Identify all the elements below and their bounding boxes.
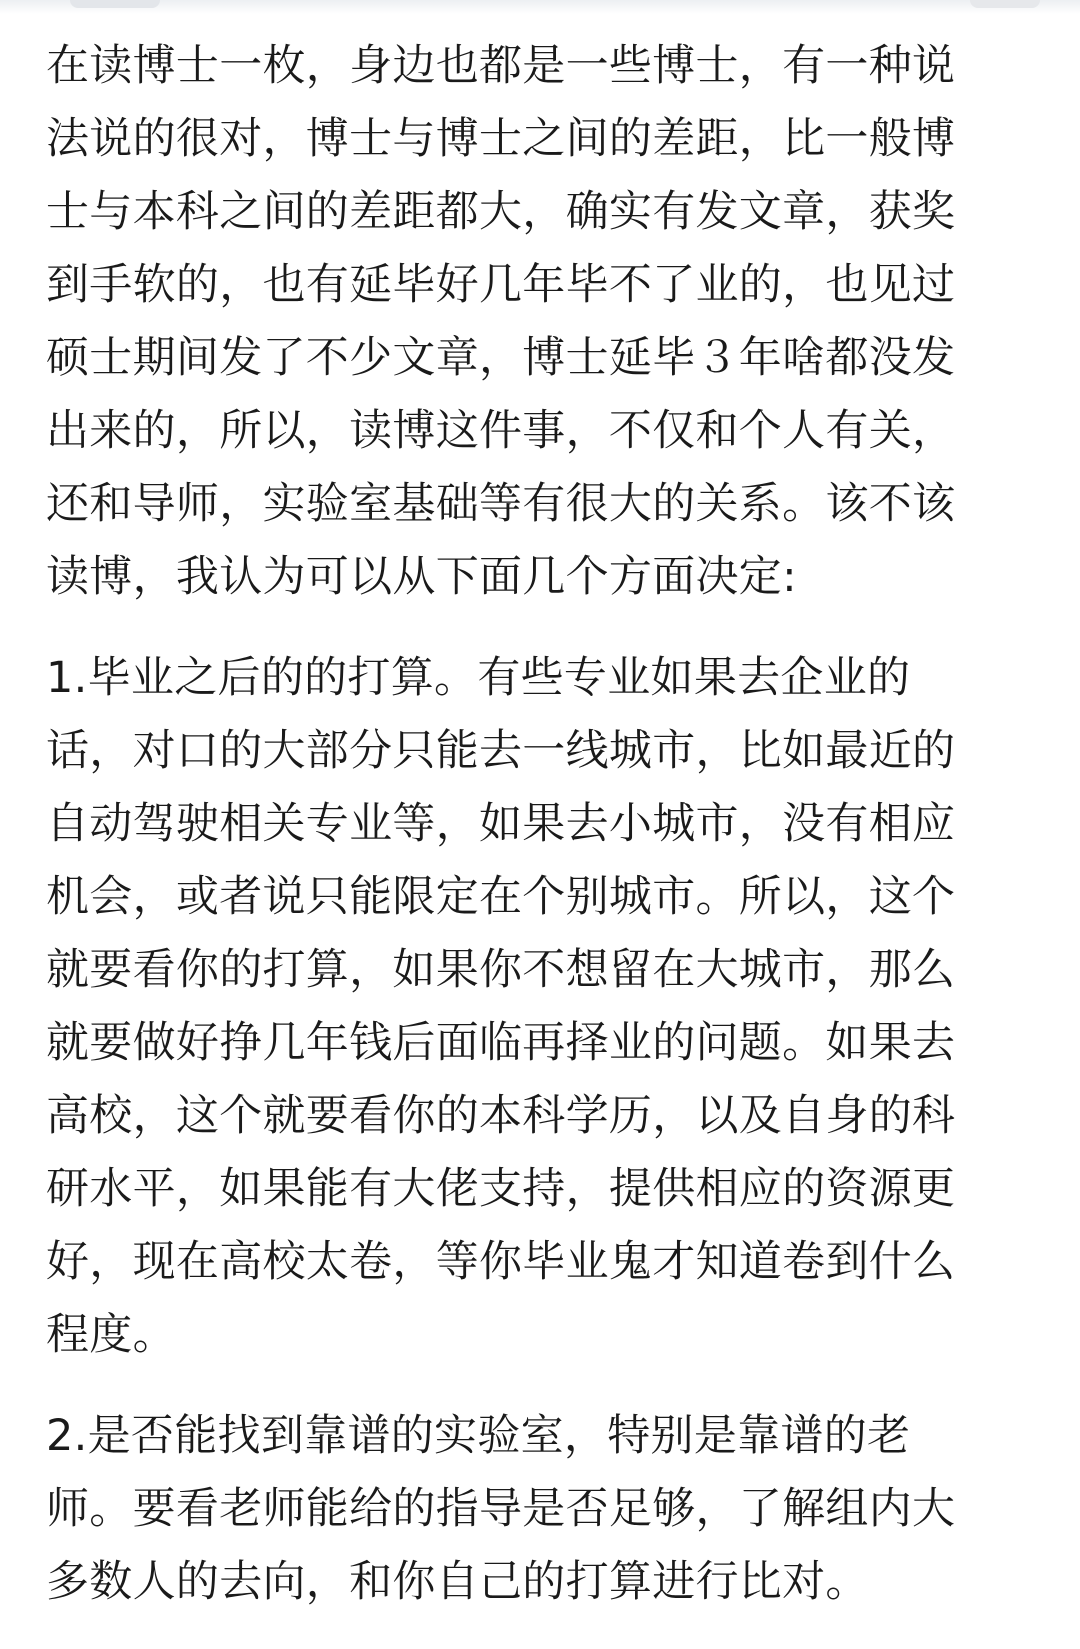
text-line: 高校，这个就要看你的本科学历，以及自身的科	[46, 1091, 956, 1141]
text-line: 师。要看老师能给的指导是否足够，了解组内大	[46, 1484, 956, 1534]
paragraph-point-2	[46, 1400, 1036, 1619]
text-line: 就要做好挣几年钱后面临再择业的问题。如果去	[46, 1018, 956, 1068]
text-line: 自动驾驶相关专业等，如果去小城市，没有相应	[46, 799, 956, 849]
text-line: 多数人的去向，和你自己的打算进行比对。	[46, 1557, 869, 1607]
text-line: 1.毕业之后的的打算。有些专业如果去企业的	[46, 653, 911, 703]
text-line: 机会，或者说只能限定在个别城市。所以，这个	[46, 872, 956, 922]
top-edge-fade	[0, 0, 1080, 14]
text-line: 就要看你的打算，如果你不想留在大城市，那么	[46, 945, 956, 995]
text-line: 在读博士一枚，身边也都是一些博士，有一种说	[46, 41, 956, 91]
text-line: 话，对口的大部分只能去一线城市，比如最近的	[46, 726, 956, 776]
paragraph-intro	[46, 30, 1036, 614]
text-line: 硕士期间发了不少文章，博士延毕３年啥都没发	[46, 333, 956, 383]
paragraph-point-1	[46, 642, 1036, 1372]
text-line: 2.是否能找到靠谱的实验室，特别是靠谱的老	[46, 1411, 911, 1461]
text-line: 程度。	[46, 1310, 176, 1360]
text-line: 到手软的，也有延毕好几年毕不了业的，也见过	[46, 260, 956, 310]
answer-body	[46, 30, 1036, 1647]
text-line: 好，现在高校太卷，等你毕业鬼才知道卷到什么	[46, 1237, 956, 1287]
text-line: 还和导师，实验室基础等有很大的关系。该不该	[46, 479, 956, 529]
text-line: 研水平，如果能有大佬支持，提供相应的资源更	[46, 1164, 956, 1214]
text-line: 士与本科之间的差距都大，确实有发文章，获奖	[46, 187, 956, 237]
text-line: 读博，我认为可以从下面几个方面决定:	[46, 552, 797, 602]
text-line: 法说的很对，博士与博士之间的差距，比一般博	[46, 114, 956, 164]
text-line: 出来的，所以，读博这件事，不仅和个人有关，	[46, 406, 956, 456]
